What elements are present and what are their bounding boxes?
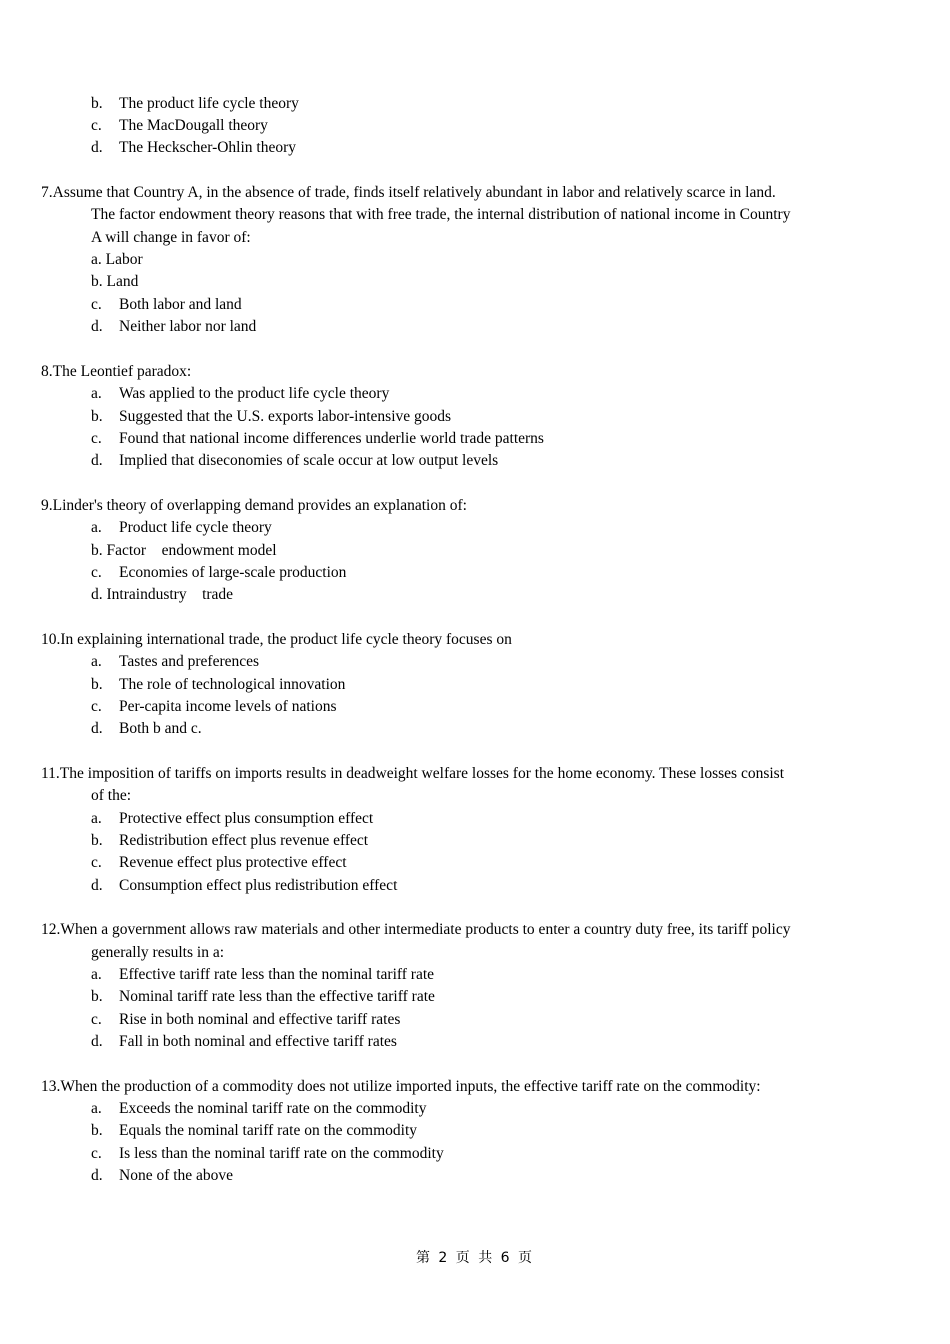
option-label: c. — [91, 698, 102, 715]
option-text: Tastes and preferences — [119, 653, 260, 670]
option-label: d. — [91, 720, 103, 737]
option-text: Protective effect plus consumption effect — [119, 810, 374, 827]
option-label: d. — [91, 1167, 103, 1184]
option-label: a. — [91, 653, 102, 670]
option-text: Nominal tariff rate less than the effective tariff rate — [119, 988, 435, 1005]
question-text: generally results in a: — [91, 944, 224, 961]
option-label: c. — [91, 1145, 102, 1162]
option-label: d. — [91, 877, 103, 894]
question-text: 11.The imposition of tariffs on imports results in deadweight welfare losses for the home economy. These losses consist — [41, 765, 785, 782]
option-text: The product life cycle theory — [119, 95, 299, 112]
option-label: d. — [91, 1033, 103, 1050]
question-text: of the: — [91, 787, 132, 804]
option-label: b. — [91, 408, 103, 425]
option-label: c. — [91, 854, 102, 871]
option-label: c. — [91, 564, 102, 581]
option-text: Exceeds the nominal tariff rate on the commodity — [119, 1100, 427, 1117]
option-text: Is less than the nominal tariff rate on the commodity — [119, 1145, 444, 1162]
option-text: Found that national income differences underlie world trade patterns — [119, 430, 544, 447]
option-text: Equals the nominal tariff rate on the commodity — [119, 1122, 418, 1139]
option-text: Consumption effect plus redistribution effect — [119, 877, 398, 894]
option-text: Fall in both nominal and effective tariff rates — [119, 1033, 397, 1050]
option-text: Product life cycle theory — [119, 519, 272, 536]
option-label: a. — [91, 385, 102, 402]
option-label: c. — [91, 296, 102, 313]
option-label: b. — [91, 676, 103, 693]
option-text: Implied that diseconomies of scale occur at low output levels — [119, 452, 499, 469]
question-text: 7.Assume that Country A, in the absence of trade, finds itself relatively abundant in labor and relatively scarce in land. — [41, 184, 776, 201]
option-text: Effective tariff rate less than the nominal tariff rate — [119, 966, 435, 983]
option-label: c. — [91, 1011, 102, 1028]
option-label: c. — [91, 117, 102, 134]
option-text: Suggested that the U.S. exports labor-intensive goods — [119, 408, 452, 425]
option-label: d. — [91, 452, 103, 469]
option-label: c. — [91, 430, 102, 447]
question-text: A will change in favor of: — [91, 229, 251, 246]
option-text: The Heckscher-Ohlin theory — [119, 139, 297, 156]
option-text: Economies of large-scale production — [119, 564, 347, 581]
option-label: b. — [91, 988, 103, 1005]
question-text: 10.In explaining international trade, the product life cycle theory focuses on — [41, 631, 512, 648]
option-label: d. — [91, 139, 103, 156]
option-label: a. — [91, 810, 102, 827]
option-text: The MacDougall theory — [119, 117, 268, 134]
question-text: 12.When a government allows raw materials and other intermediate products to enter a country duty free, its tariff policy — [41, 921, 791, 938]
option-text: Both labor and land — [119, 296, 242, 313]
option-inline: b. Factor endowment model — [91, 542, 277, 559]
option-text: Revenue effect plus protective effect — [119, 854, 347, 871]
option-text: Redistribution effect plus revenue effect — [119, 832, 369, 849]
option-text: Was applied to the product life cycle theory — [119, 385, 390, 402]
option-text: Rise in both nominal and effective tariff rates — [119, 1011, 401, 1028]
option-inline: b. Land — [91, 273, 139, 290]
option-label: a. — [91, 966, 102, 983]
option-text: Per-capita income levels of nations — [119, 698, 337, 715]
option-text: The role of technological innovation — [119, 676, 346, 693]
question-text: The factor endowment theory reasons that with free trade, the internal distribution of national income in Country — [91, 206, 791, 223]
question-text: 9.Linder's theory of overlapping demand provides an explanation of: — [41, 497, 467, 514]
option-label: b. — [91, 1122, 103, 1139]
question-text: 13.When the production of a commodity does not utilize imported inputs, the effective tariff rate on the commodity: — [41, 1078, 761, 1095]
option-label: a. — [91, 519, 102, 536]
page-footer: 第 2 页 共 6 页 — [415, 1250, 535, 1266]
option-label: d. — [91, 318, 103, 335]
option-text: None of the above — [119, 1167, 234, 1184]
option-label: b. — [91, 95, 103, 112]
option-label: b. — [91, 832, 103, 849]
option-text: Neither labor nor land — [119, 318, 257, 335]
option-inline: d. Intraindustry trade — [91, 586, 234, 603]
option-inline: a. Labor — [91, 251, 143, 268]
option-label: a. — [91, 1100, 102, 1117]
question-text: 8.The Leontief paradox: — [41, 363, 192, 380]
option-text: Both b and c. — [119, 720, 202, 737]
